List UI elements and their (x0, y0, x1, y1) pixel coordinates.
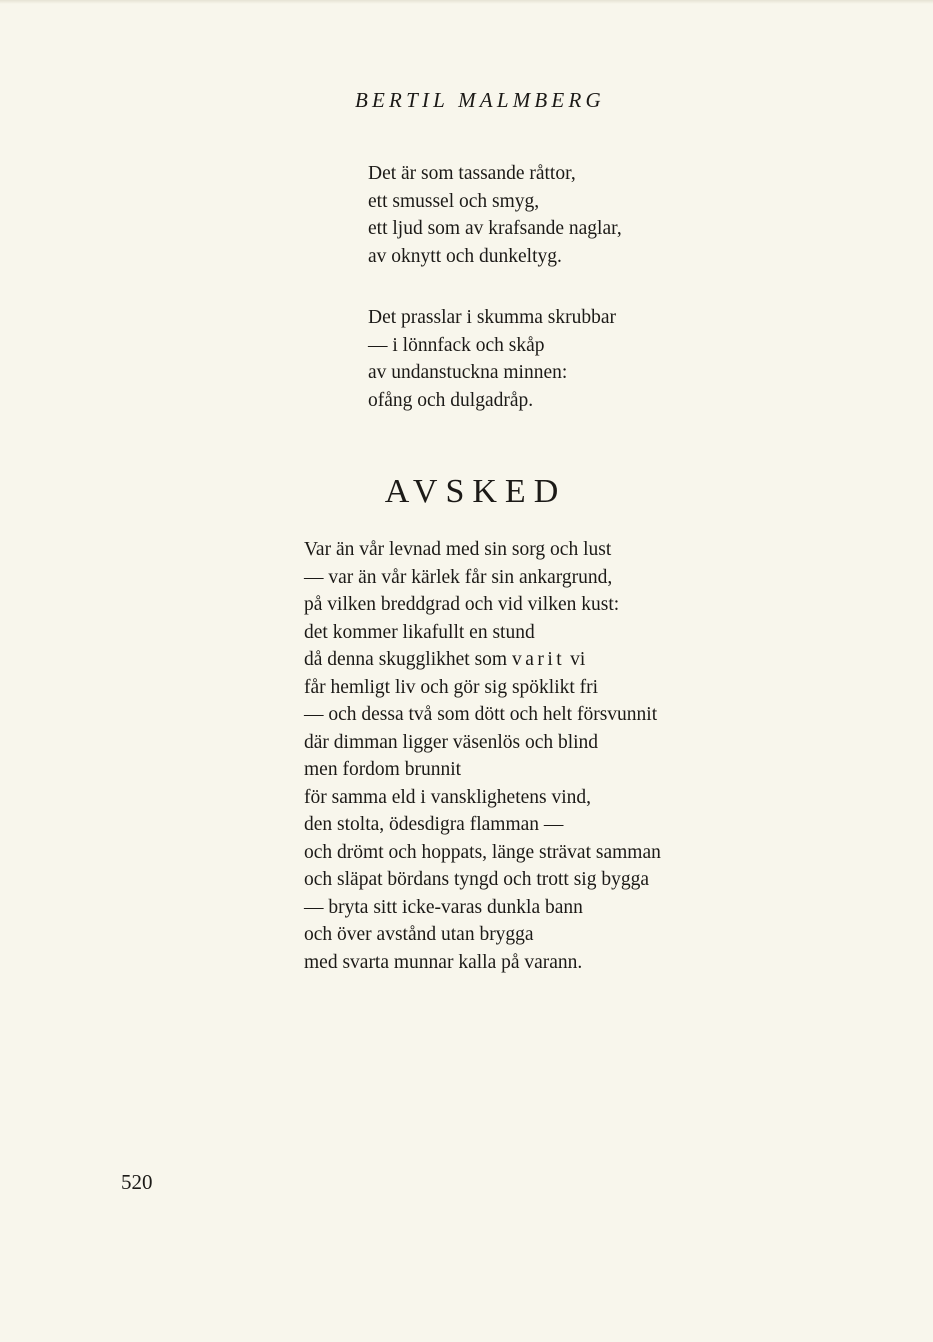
poem-line: med svarta munnar kalla på varann. (304, 951, 583, 973)
poem-line: av undanstuckna minnen: (368, 362, 568, 383)
poem-line: — i lönnfack och skåp (368, 334, 545, 356)
poem-line: — var än vår kärlek får sin ankargrund, (304, 566, 613, 588)
poem-line: på vilken breddgrad och vid vilken kust: (304, 594, 620, 615)
poem-body (304, 536, 661, 976)
poem-stanza (368, 304, 616, 414)
poem-line: ofång och dulgadråp. (368, 389, 534, 411)
poem-line: det kommer likafullt en stund (304, 621, 535, 643)
poem-line: får hemligt liv och gör sig spöklikt fri (304, 676, 599, 698)
poem-line: för samma eld i vansklighetens vind, (304, 786, 592, 808)
poem-line: där dimman ligger väsenlös och blind (304, 731, 599, 753)
poem-line: — och dessa två som dött och helt försvunnit (304, 704, 658, 725)
poem-line: men fordom brunnit (304, 759, 462, 780)
poem-line: Det prasslar i skumma skrubbar (368, 307, 617, 328)
poem-line: ett smussel och smyg, (368, 190, 540, 212)
page-edge (0, 0, 933, 4)
poem-line-text: vi (570, 649, 586, 670)
poem-line: av oknytt och dunkeltyg. (368, 245, 562, 267)
author-heading: BERTIL MALMBERG (355, 88, 605, 112)
poem-line: och drömt och hoppats, länge strävat samman (304, 841, 661, 863)
poem-line: och över avstånd utan brygga (304, 924, 534, 945)
poem-line: Det är som tassande råttor, (368, 163, 576, 184)
poem-title: AVSKED (384, 473, 567, 510)
poem-line: Var än vår levnad med sin sorg och lust (304, 539, 612, 560)
poem-line: ett ljud som av krafsande naglar, (368, 218, 622, 239)
poem-stanza (368, 160, 622, 270)
poem-line (304, 646, 661, 674)
emphasized-word: varit (511, 649, 566, 670)
poem-line: och släpat bördans tyngd och trott sig bygga (304, 869, 649, 890)
page-number: 520 (121, 1170, 153, 1194)
poem-line: — bryta sitt icke-varas dunkla bann (304, 896, 583, 918)
poem-line-text: då denna skugglikhet som (304, 649, 508, 670)
poem-line: den stolta, ödesdigra flamman — (304, 814, 564, 835)
